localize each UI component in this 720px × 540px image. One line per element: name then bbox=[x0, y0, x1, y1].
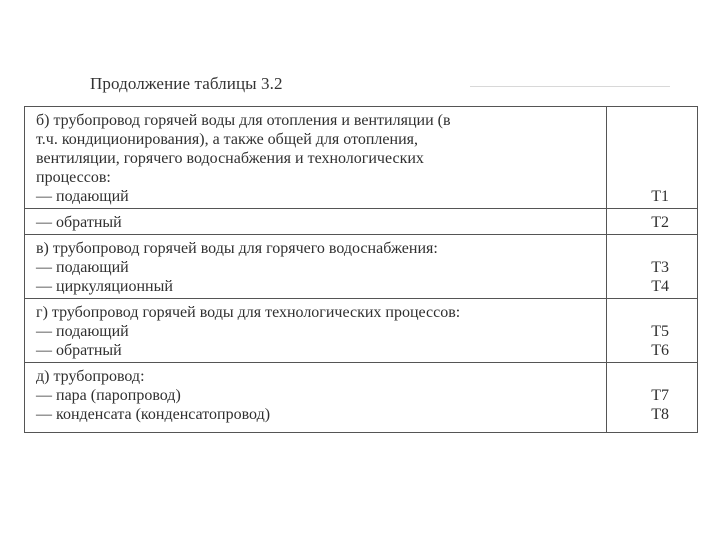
code-label: Т7 bbox=[651, 387, 669, 404]
code-cell bbox=[607, 363, 698, 433]
description-cell bbox=[25, 299, 607, 363]
code-label: Т5 bbox=[651, 323, 669, 340]
description-line: — конденсата (конденсатопровод) bbox=[36, 406, 271, 423]
table-row bbox=[25, 299, 698, 363]
description-line: вентиляции, горячего водоснабжения и технологических bbox=[36, 150, 424, 167]
description-cell bbox=[25, 107, 607, 209]
description-line: т.ч. кондиционирования), а также общей для отопления, bbox=[36, 131, 418, 148]
scan-rule bbox=[470, 86, 670, 87]
code-cell bbox=[607, 209, 698, 235]
table-row bbox=[25, 209, 698, 235]
description-cell bbox=[25, 235, 607, 299]
symbols-table bbox=[24, 106, 698, 433]
description-line: — пара (паропровод) bbox=[36, 387, 181, 404]
code-cell bbox=[607, 235, 698, 299]
code-cell bbox=[607, 107, 698, 209]
table-row bbox=[25, 107, 698, 209]
table-row bbox=[25, 235, 698, 299]
description-line: — обратный bbox=[36, 214, 122, 231]
code-label: Т4 bbox=[651, 278, 669, 295]
description-cell bbox=[25, 363, 607, 433]
description-cell bbox=[25, 209, 607, 235]
description-line: д) трубопровод: bbox=[36, 368, 145, 385]
description-line: — подающий bbox=[36, 188, 129, 205]
description-line: — подающий bbox=[36, 323, 129, 340]
table-row bbox=[25, 363, 698, 433]
code-label: Т3 bbox=[651, 259, 669, 276]
code-label: Т2 bbox=[651, 214, 669, 231]
description-line: г) трубопровод горячей воды для технологических процессов: bbox=[36, 304, 461, 321]
description-line: — циркуляционный bbox=[36, 278, 173, 295]
description-line: б) трубопровод горячей воды для отопления и вентиляции (в bbox=[36, 112, 451, 129]
table-caption: Продолжение таблицы 3.2 bbox=[90, 74, 283, 93]
code-cell bbox=[607, 299, 698, 363]
description-line: процессов: bbox=[36, 169, 111, 186]
code-label: Т1 bbox=[651, 188, 669, 205]
code-label: Т6 bbox=[651, 342, 669, 359]
code-label: Т8 bbox=[651, 406, 669, 423]
description-line: — подающий bbox=[36, 259, 129, 276]
description-line: — обратный bbox=[36, 342, 122, 359]
description-line: в) трубопровод горячей воды для горячего водоснабжения: bbox=[36, 240, 438, 257]
